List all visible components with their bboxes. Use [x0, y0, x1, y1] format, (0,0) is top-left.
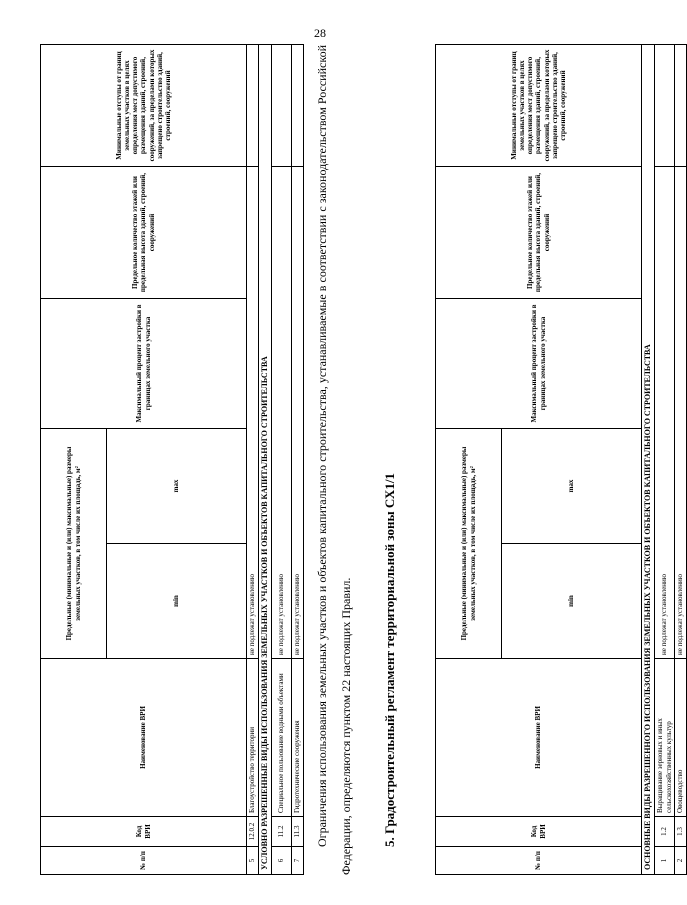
row-code: 11.3	[292, 817, 304, 847]
header-code: Код ВРИ	[436, 817, 642, 847]
row-code: 1.2	[655, 817, 675, 847]
section-title: 5. Градостроительный регламент территориальной зоны СХ1/1	[382, 473, 397, 847]
header-floors: Предельное количество этажей или предельная высота зданий, строений, сооружений	[436, 167, 642, 299]
section-heading: УСЛОВНО РАЗРЕШЕННЫЕ ВИДЫ ИСПОЛЬЗОВАНИЯ ЗЕМЕЛЬНЫХ УЧАСТКОВ И ОБЪЕКТОВ КАПИТАЛЬНОГО СТРОИТЕЛЬСТВА	[259, 45, 272, 875]
regulation-table-upper	[40, 44, 304, 875]
row-name: Благоустройство территории	[247, 659, 259, 817]
header-percent: Максимальный процент застройки в границах земельного участка	[41, 299, 247, 429]
rotated-page-content	[40, 45, 685, 875]
row-name: Специальное пользование водными объектами	[272, 659, 292, 817]
row-num: 1	[655, 847, 675, 875]
header-num: № п/п	[41, 847, 247, 875]
restrictions-paragraph	[310, 45, 358, 875]
header-min: min	[502, 544, 642, 659]
row-code: 1.3	[675, 817, 687, 847]
table-row	[675, 45, 687, 875]
header-size-group: Предельные (минимальные и (или) максимальные) размеры земельных участков, в том числе их площадь, м²	[41, 429, 107, 659]
header-floors: Предельное количество этажей или предельная высота зданий, строений, сооружений	[41, 167, 247, 299]
header-percent: Максимальный процент застройки в границах земельного участка	[436, 299, 642, 429]
row-num: 7	[292, 847, 304, 875]
header-setback: Минимальные отступы от границ земельных участков в целях определения мест допустимого размещения зданий, строений, сооружений, за пределами которых запрещено строительство зданий, строений, сооружений	[436, 45, 642, 167]
row-code: 11.2	[272, 817, 292, 847]
row-value: не подлежат установлению	[292, 167, 304, 659]
header-min: min	[107, 544, 247, 659]
header-max: max	[107, 429, 247, 544]
header-max: max	[502, 429, 642, 544]
row-value: не подлежат установлению	[272, 167, 292, 659]
table-row	[247, 45, 259, 875]
row-num: 5	[247, 847, 259, 875]
row-code: 12.0.2	[247, 817, 259, 847]
header-code: Код ВРИ	[41, 817, 247, 847]
row-value: не подлежат установлению	[675, 167, 687, 659]
row-empty-cell	[272, 45, 292, 167]
regulation-table-lower	[435, 44, 687, 875]
row-name: Овощеводство	[675, 659, 687, 817]
table-row	[292, 45, 304, 875]
header-name: Наименование ВРИ	[41, 659, 247, 817]
row-empty-cell	[292, 45, 304, 167]
table-row	[655, 45, 675, 875]
row-num: 2	[675, 847, 687, 875]
row-value: не подлежат установлению	[655, 167, 675, 659]
row-empty-cell	[675, 45, 687, 167]
row-empty-cell	[247, 45, 259, 167]
header-size-group: Предельные (минимальные и (или) максимальные) размеры земельных участков, в том числе их площадь, м²	[436, 429, 502, 659]
header-setback: Минимальные отступы от границ земельных участков в целях определения мест допустимого размещения зданий, строений, сооружений, за пределами которых запрещено строительство зданий, строений, сооружений	[41, 45, 247, 167]
table-row	[272, 45, 292, 875]
row-empty-cell	[655, 45, 675, 167]
header-name: Наименование ВРИ	[436, 659, 642, 817]
row-name: Выращивание зерновых и иных сельскохозяйственных культур	[655, 659, 675, 817]
paragraph-text: Ограничения использования земельных участков и объектов капитального строительства, устанавливаемые в соответствии с законодательством Российской Федерации, определяются пунктом 22 настоящих Правил.	[315, 45, 353, 875]
row-num: 6	[272, 847, 292, 875]
page-number: 28	[314, 26, 326, 40]
section-heading: ОСНОВНЫЕ ВИДЫ РАЗРЕШЕННОГО ИСПОЛЬЗОВАНИЯ ЗЕМЕЛЬНЫХ УЧАСТКОВ И ОБЪЕКТОВ КАПИТАЛЬНОГО СТРОИТЕЛЬСТВА	[642, 45, 655, 875]
header-num: № п/п	[436, 847, 642, 875]
row-value: не подлежат установлению	[247, 167, 259, 659]
row-name: Гидротехнические сооружения	[292, 659, 304, 817]
